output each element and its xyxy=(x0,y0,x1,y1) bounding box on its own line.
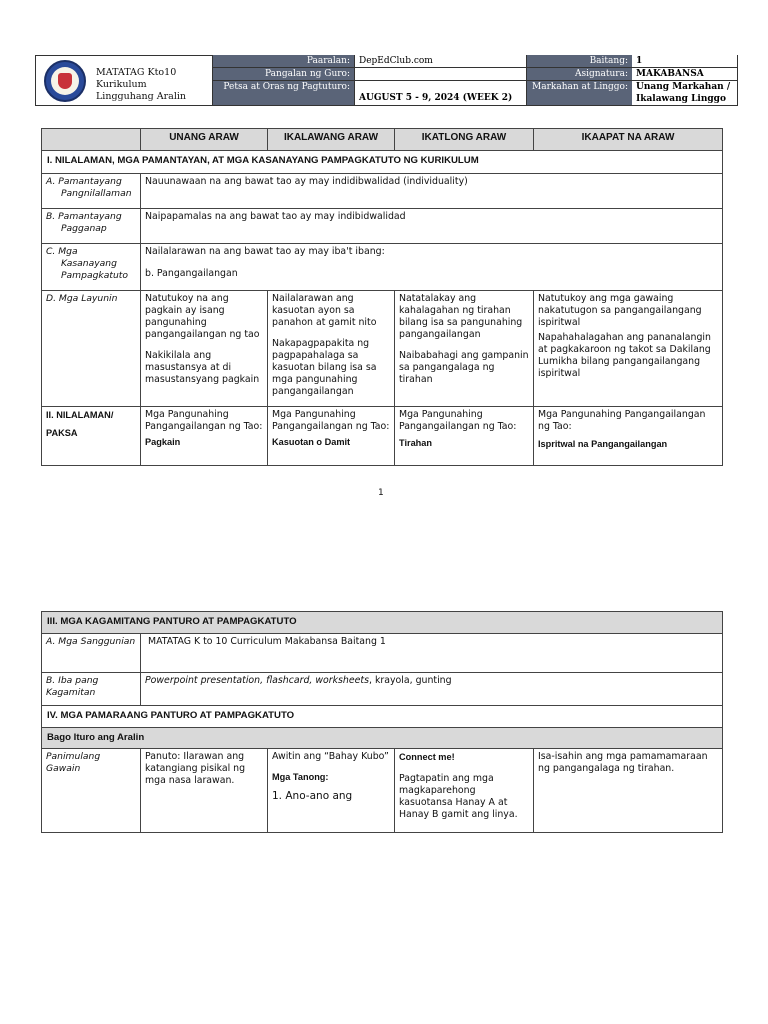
row-iii-b-text xyxy=(140,672,723,706)
topic-1-text: Mga Pangunahing Pangangailangan ng Tao: xyxy=(145,409,263,432)
quarter-line-2: Ikalawang Linggo xyxy=(636,94,726,104)
topic-2-text: Mga Pangunahing Pangangailangan ng Tao: xyxy=(272,409,390,432)
row-c-sub: b. Pangangailangan xyxy=(145,268,238,279)
row-c-label-2: Kasanayang xyxy=(61,258,117,269)
row-c-label xyxy=(41,243,141,291)
row-panimula-day4: Isa-isahin ang mga pamamamaraan ng pangangalaga ng tirahan. xyxy=(533,748,723,833)
row-a-label-1: A. Pamantayang xyxy=(46,176,122,187)
row-d-day1 xyxy=(140,290,268,407)
row-b-label-2: Pagganap xyxy=(61,223,107,234)
school-value: DepEdClub.com xyxy=(354,55,527,68)
topic-4-name: Ispritwal na Pangangailangan xyxy=(538,439,668,449)
row-ii-label xyxy=(41,406,141,466)
sub-section-heading: Bago Ituro ang Aralin xyxy=(41,727,723,749)
row-c-label-3: Pampagkatuto xyxy=(61,270,129,281)
row-iii-a-label: A. Mga Sanggunian xyxy=(41,633,141,673)
song-instruction: Awitin ang “Bahay Kubo” xyxy=(272,751,389,762)
document-title xyxy=(96,67,211,103)
row-ii-day3 xyxy=(394,406,534,466)
row-panimula-day1: Panuto: Ilarawan ang katangiang pisikal ng mga nasa larawan. xyxy=(140,748,268,833)
row-b-text: Naipapamalas na ang bawat tao ay may indibidwalidad xyxy=(140,208,723,244)
row-panimula-label-2: Gawain xyxy=(46,763,81,774)
row-a-text: Nauunawaan na ang bawat tao ay may indidibwalidad (individuality) xyxy=(140,173,723,209)
col-header-day1: UNANG ARAW xyxy=(140,128,268,151)
objective-3b: Naibabahagi ang gampanin sa pangangalaga ng tirahan xyxy=(399,350,529,385)
row-panimula-day2 xyxy=(267,748,395,833)
objective-1a: Natutukoy na ang pagkain ay isang pangunahing pangangailangan ng tao xyxy=(145,293,260,340)
date-label: Petsa at Oras ng Pagtuturo: xyxy=(213,81,354,106)
row-iii-b-label-1: B. Iba pang xyxy=(46,675,99,686)
questions-heading: Mga Tanong: xyxy=(272,772,329,782)
title-line-2: Kurikulum xyxy=(96,79,147,90)
date-value: AUGUST 5 - 9, 2024 (WEEK 2) xyxy=(354,81,527,106)
row-ii-day2 xyxy=(267,406,395,466)
col-header-day4: IKAAPAT NA ARAW xyxy=(533,128,723,151)
question-1: 1. Ano-ano ang xyxy=(272,790,353,802)
grade-label: Baitang: xyxy=(527,55,632,68)
objective-3a: Natatalakay ang kahalagahan ng tirahan bilang isa sa pangunahing pangangailangan xyxy=(399,293,523,340)
section-iv-heading: IV. MGA PAMARAANG PANTURO AT PAMPAGKATUTO xyxy=(41,705,723,728)
row-iii-b-label xyxy=(41,672,141,706)
row-d-day4 xyxy=(533,290,723,407)
topic-2-name: Kasuotan o Damit xyxy=(272,437,351,447)
title-line-1: MATATAG Kto10 xyxy=(96,67,177,78)
objective-4b: Napahahalagahan ang pananalangin at pagkakaroon ng takot sa Dakilang Lumikha bilang pangangailangang ispiritwal xyxy=(538,332,711,379)
topic-3-text: Mga Pangunahing Pangangailangan ng Tao: xyxy=(399,409,517,432)
row-d-day3 xyxy=(394,290,534,407)
subject-value: MAKABANSA xyxy=(632,68,738,81)
row-a-label xyxy=(41,173,141,209)
row-ii-day4 xyxy=(533,406,723,466)
row-ii-day1 xyxy=(140,406,268,466)
row-panimula-label xyxy=(41,748,141,833)
page-number: 1 xyxy=(378,488,384,498)
row-c-text: Nailalarawan na ang bawat tao ay may iba't ibang: xyxy=(145,246,385,257)
quarter-label: Markahan at Linggo: xyxy=(527,81,632,106)
row-c-content xyxy=(140,243,723,291)
topic-4-text: Mga Pangunahing Pangangailangan ng Tao: xyxy=(538,409,706,432)
row-ii-label-1: II. NILALAMAN/ xyxy=(46,410,114,420)
col-header-day3: IKATLONG ARAW xyxy=(394,128,534,151)
row-iii-a-text: MATATAG K to 10 Curriculum Makabansa Baitang 1 xyxy=(140,633,723,673)
title-line-3: Lingguhang Aralin xyxy=(96,91,187,102)
topic-1-name: Pagkain xyxy=(145,437,181,447)
objective-2b: Nakapagpapakita ng pagpapahalaga sa kasuotan bilang isa sa mga pangunahing pangangailangan xyxy=(272,338,377,397)
row-ii-label-2: PAKSA xyxy=(46,428,78,438)
quarter-value xyxy=(632,81,738,106)
school-label: Paaralan: xyxy=(213,55,354,68)
row-b-label-1: B. Pamantayang xyxy=(46,211,122,222)
objective-2a: Nailalarawan ang kasuotan ayon sa panahon at gamit nito xyxy=(272,293,377,328)
materials-rest: , krayola, gunting xyxy=(368,675,452,686)
row-b-label xyxy=(41,208,141,244)
topic-3-name: Tirahan xyxy=(399,438,433,448)
section-i-heading: I. NILALAMAN, MGA PAMANTAYAN, AT MGA KASANAYANG PAMPAGKATUTO NG KURIKULUM xyxy=(41,150,723,174)
objective-4a: Natutukoy ang mga gawaing nakatutugon sa pangangailangang ispiritwal xyxy=(538,293,702,328)
teacher-label: Pangalan ng Guro: xyxy=(213,68,354,81)
col-header-day2: IKALAWANG ARAW xyxy=(267,128,395,151)
materials-italic: Powerpoint presentation, flashcard, worksheets xyxy=(145,675,369,686)
row-a-label-2: Pangnilallaman xyxy=(61,188,132,199)
section-iii-heading: III. MGA KAGAMITANG PANTURO AT PAMPAGKATUTO xyxy=(41,611,723,634)
row-iii-b-label-2: Kagamitan xyxy=(46,687,96,698)
row-panimula-label-1: Panimulang xyxy=(46,751,101,762)
row-c-label-1: C. Mga xyxy=(46,246,78,257)
connect-me-text: Pagtapatin ang mga magkaparehong kasuotansa Hanay A at Hanay B gamit ang linya. xyxy=(399,773,518,820)
header-blank xyxy=(41,128,141,151)
subject-label: Asignatura: xyxy=(527,68,632,81)
deped-seal-icon xyxy=(44,60,86,102)
row-panimula-day3 xyxy=(394,748,534,833)
quarter-line-1: Unang Markahan / xyxy=(636,82,731,92)
grade-value: 1 xyxy=(632,55,738,68)
connect-me-heading: Connect me! xyxy=(399,752,455,762)
row-d-day2 xyxy=(267,290,395,407)
objective-1b: Nakikilala ang masustansya at di masustansyang pagkain xyxy=(145,350,260,385)
teacher-value xyxy=(354,68,527,81)
row-d-label: D. Mga Layunin xyxy=(41,290,141,407)
